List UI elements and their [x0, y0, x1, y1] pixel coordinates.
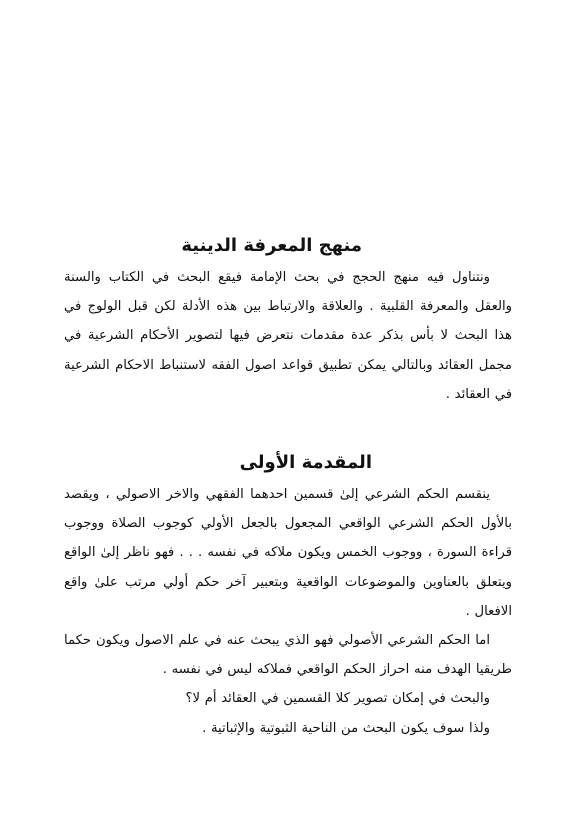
section-heading: منهج المعرفة الدينية: [181, 235, 362, 256]
paragraph: والبحث في إمكان تصوير كلا القسمين في العقائد أم لا؟: [185, 691, 490, 707]
paragraph: ونتناول فيه منهج الحجج في بحث الإمامة فيقع البحث في الكتاب والسنة والعقل والمعرفة القلبية . والعلاقة والارتباط بين هذه الأدلة لكن قبل الولوج في هذا البحث لا بأس بذكر عدة مقدمات نتعرض فيها لتصوير الأحكام الشرعية في مجمل العقائد وبالتالي يمكن تطبيق قواعد اصول الفقه لاستنباط الاحكام الشرعية في العقائد .: [64, 270, 512, 402]
paragraph: ينقسم الحكم الشرعي إلىٰ قسمين احدهما الفقهي والاخر الاصولي ، ويقصد بالأول الحكم الشرعي الواقعي المجعول بالجعل الأولي كوجوب الصلاة ووجوب قراءة السورة ، ووجوب الخمس ويكون ملاكه في نفسه . . . فهو ناظر إلىٰ الواقع ويتعلق بالعناوين والموضوعات الواقعية وبتعبير آخر حكم أولي مرتب علىٰ واقع الافعال .: [64, 487, 512, 619]
section-heading: المقدمة الأولى: [239, 452, 372, 473]
paragraph: ولذا سوف يكون البحث من الناحية الثبوتية والإثباتية .: [202, 720, 490, 736]
section-first-premise: [64, 450, 512, 743]
section-religious-knowledge: [64, 233, 512, 409]
paragraph: اما الحكم الشرعي الأصولي فهو الذي يبحث عنه في علم الاصول ويكون حكما طريقيا الهدف منه احراز الحكم الواقعي فملاكه ليس في نفسه .: [64, 633, 512, 678]
